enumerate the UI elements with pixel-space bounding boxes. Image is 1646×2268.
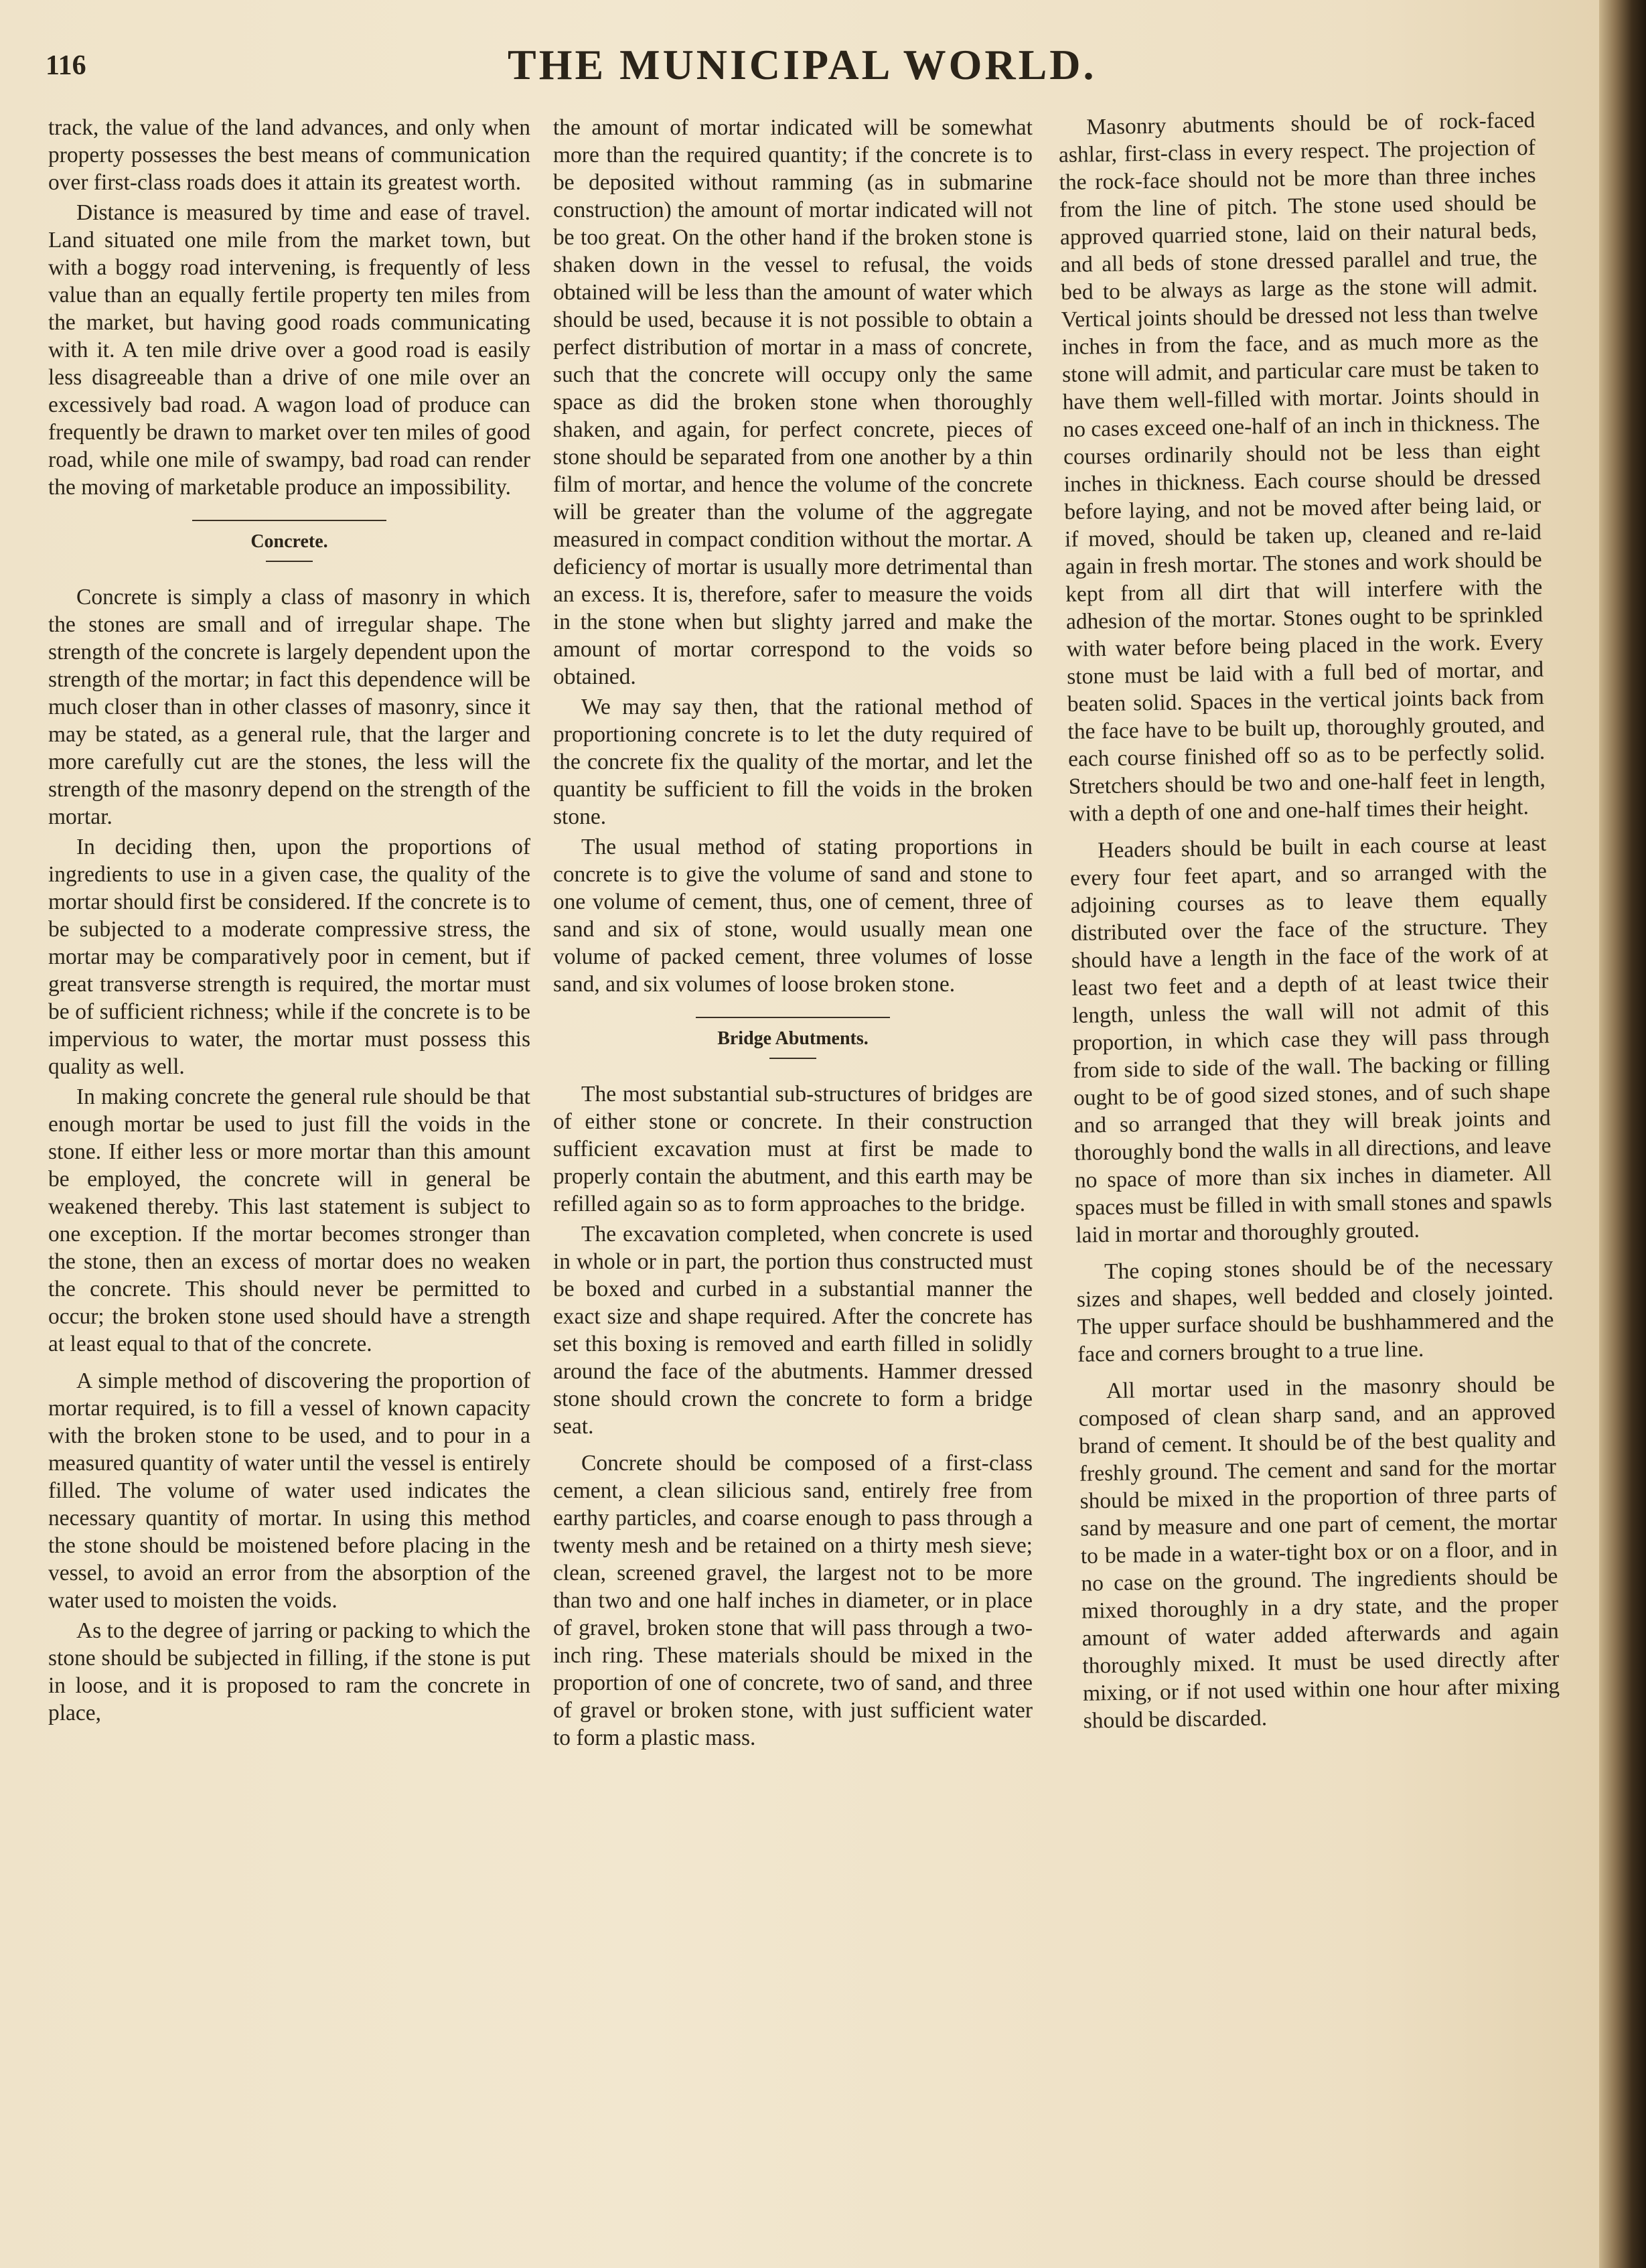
paragraph: In making concrete the general rule should be that enough mortar be used to just fill the voids in the stone. If either less or more mortar than this amount be employed, the concrete will in general be weakened thereby. This last statement is subject to one exception. If the mortar becomes stronger than the stone, then an excess of mortar does no weaken the concrete. This should never be permitted to occur; the broken stone used should have a strength at least equal to that of the concrete.: [48, 1084, 530, 1356]
paragraph: Masonry abutments should be of rock-faced ashlar, first-class in every respect. The projection of the rock-face should not be more than three inches from the line of pitch. The stone used should be approved quarried stone, laid on their natural beds, and all beds of stone dressed parallel and true, the bed to be always as large as the stone will admit. Vertical joints should be dressed not less than twelve inches in from the face, and as much more as the stone will admit, and particular care must be taken to have them well-filled with mortar. Joints should in no cases exceed one-half of an inch in thickness. The courses ordinarily should not be less than eight inches in thickness. Each course should be dressed before laying, and not be moved after being laid, or if moved, should be taken up, cleaned and re-laid again in fresh mortar. The stones and work should be kept from all dirt that will interfere with the adhesion of the mortar. Stones ought to be sprinkled with water before being placed in the work. Every stone must be laid with a full bed of mortar, and beaten solid. Spaces in the vertical joints back from the face have to be built up, thoroughly grouted, and each course finished off so as to be perfectly solid. Stretchers should be two and one-half feet in length, with a depth of one and one-half times their height.: [1058, 107, 1546, 827]
paragraph: The most substantial sub-structures of bridges are of either stone or concrete. In their construction sufficient excavation must at first be made to properly contain the abutment, and this earth may be refilled again so as to form approaches to the bridge.: [553, 1082, 1033, 1216]
section-rule: [192, 520, 386, 521]
column-1: [48, 114, 530, 1729]
paragraph: Headers should be built in each course at least every four feet apart, and so arranged with the adjoining courses as to leave them equally distributed over the face of the structure. They should have a length in the face of the work of at least two feet and a depth of at least twice their length, unless the wall will not admit of this proportion, in which case they will pass through from side to side of the wall. The backing or filling ought to be of good sized stones, and of such shape and so arranged that they will break joints and thoroughly bond the walls in all directions, and leave no space of more than six inches in diameter. All spaces must be filled in with small stones and spawls laid in mortar and thoroughly grouted.: [1069, 831, 1552, 1248]
masthead-title: THE MUNICIPAL WORLD.: [508, 41, 1097, 88]
paragraph: A simple method of discovering the proportion of mortar required, is to fill a vessel of known capacity with the broken stone to be used, and to pour in a measured quantity of water until the vessel is entirely filled. The volume of water used indicates the necessary quantity of mortar. In using this method the stone should be moistened before placing in the vessel, to avoid an error from the absorption of the water used to moisten the voids.: [48, 1368, 530, 1613]
paragraph: The usual method of stating proportions in concrete is to give the volume of sand and stone to one volume of cement, thus, one of cement, three of sand and six of stone, would usually mean one volume of packed cement, three volumes of losse sand, and six volumes of loose broken stone.: [553, 835, 1033, 997]
paragraph: We may say then, that the rational method of proportioning concrete is to let the duty required of the concrete fix the quality of the mortar, and let the quantity be sufficient to fill the voids in the broken stone.: [553, 695, 1033, 829]
section-dash: [266, 561, 313, 562]
paragraph: The excavation completed, when concrete is used in whole or in part, the portion thus constructed must be boxed and curbed in a substantial manner the exact size and shape required. After the concrete has set this boxing is removed and earth filled in solidly around the face of the abutments. Hammer dressed stone should crown the concrete to form a bridge seat.: [553, 1222, 1033, 1439]
section-rule: [696, 1017, 890, 1018]
paragraph: In deciding then, upon the proportions of ingredients to use in a given case, the quality of the mortar should first be considered. If the concrete is to be subjected to a moderate compressive stress, the mortar may be comparatively poor in cement, but if great transverse strength is required, the mortar must be of sufficient richness; while if the concrete is to be impervious to water, the mortar must possess this quality as well.: [48, 835, 530, 1079]
column-3: [1058, 107, 1560, 1738]
paragraph: The coping stones should be of the necessary sizes and shapes, well bedded and closely jointed. The upper surface should be bushhammered and the face and corners brought to a true line.: [1076, 1252, 1554, 1367]
paragraph: the amount of mortar indicated will be somewhat more than the required quantity; if the concrete is to be deposited without ramming (as in submarine construction) the amount of mortar indicated will not be too great. On the other hand if the broken stone is shaken down in the vessel to refusal, the voids obtained will be less than the amount of water which should be used, because it is not possible to obtain a perfect distribution of mortar in a mass of concrete, such that the concrete will occupy only the same space as did the broken stone when thoroughly shaken, and again, for perfect concrete, pieces of stone should be separated from one another by a thin film of mortar, and hence the volume of the concrete will be greater than the volume of the aggregate measured in compact condition without the mortar. A deficiency of mortar is usually more detrimental than an excess. It is, therefore, safer to measure the voids in the stone when but slighty jarred and make the amount of mortar correspond to the voids so obtained.: [553, 115, 1033, 689]
book-spine-shadow: [1599, 0, 1646, 2268]
section-heading-bridge-abutments: Bridge Abutments.: [717, 1028, 869, 1049]
section-dash: [769, 1058, 816, 1059]
paragraph: track, the value of the land advances, and only when property possesses the best means of communication over first-class roads does it attain its greatest worth.: [48, 115, 530, 195]
section-heading-concrete: Concrete.: [250, 531, 328, 552]
paragraph: Distance is measured by time and ease of travel. Land situated one mile from the market town, but with a boggy road intervening, is frequently of less value than an equally fertile property ten miles from the market, but having good roads communicating with it. A ten mile drive over a good road is easily less disagreeable than a drive of one mile over an excessively bad road. A wagon load of produce can frequently be drawn to market over ten miles of good road, while one mile of swampy, bad road can render the moving of marketable produce an impossibility.: [48, 200, 530, 500]
paragraph: All mortar used in the masonry should be composed of clean sharp sand, and an approved brand of cement. It should be of the best quality and freshly ground. The cement and sand for the mortar should be mixed in the proportion of three parts of sand by measure and one part of cement, the mortar to be made in a water-tight box or on a floor, and in no case on the ground. The ingredients should be mixed thoroughly in a dry state, and the proper amount of water added afterwards and again thoroughly mixed. It must be used directly after mixing, or if not used within one hour after mixing should be discarded.: [1078, 1371, 1560, 1733]
paragraph: Concrete is simply a class of masonry in which the stones are small and of irregular shape. The strength of the concrete is largely dependent upon the strength of the mortar; in fact this dependence will be much closer than in other classes of masonry, since it may be stated, as a general rule, that the larger and more carefully cut are the stones, the less will the strength of the masonry depend on the strength of the mortar.: [48, 585, 530, 829]
paragraph: As to the degree of jarring or packing to which the stone should be subjected in filling, if the stone is put in loose, and it is proposed to ram the concrete in place,: [48, 1618, 530, 1725]
column-2: [553, 114, 1033, 1754]
page-number: 116: [46, 50, 86, 81]
page-header: [46, 40, 1539, 94]
paragraph: Concrete should be composed of a first-class cement, a clean silicious sand, entirely free from earthy particles, and coarse enough to pass through a twenty mesh and be retained on a thirty mesh sieve; clean, screened gravel, the largest not to be more than two and one half inches in diameter, or in place of gravel, broken stone that will pass through a two-inch ring. These materials should be mixed in the proportion of one of concrete, two of sand, and three of gravel or broken stone, with just sufficient water to form a plastic mass.: [553, 1451, 1033, 1750]
